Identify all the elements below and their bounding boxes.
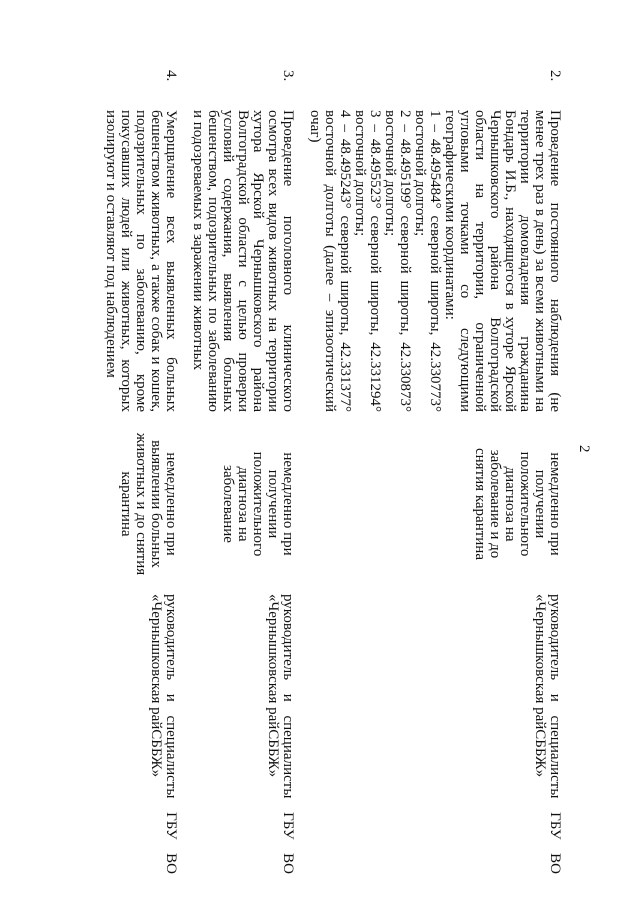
measure-cell — [295, 110, 562, 412]
measure-text: Проведение постоянного наблюдения (не менее трех раз в день) за всеми животными на территории домовладения гражданина Бондарь И.Б., находящегося в хуторе Ярской Чернышковского района Волгоградской области на территории, ограниченной угловыми точками со следующими географическими координатами: — [442, 110, 563, 412]
coordinate-4: 4 – 48.495243° северной широты, 42.331377° восточной долготы (далее – эпизоотический очаг) — [307, 110, 353, 412]
table-row — [103, 70, 178, 874]
page-number: 2 — [576, 445, 592, 453]
table-row — [178, 70, 295, 874]
term-cell: немедленно при получении положительного диагноза на заболевание — [220, 451, 296, 557]
row-number: 4. — [163, 70, 179, 82]
measure-text: Умерщвление всех выявленных больных бешенством животных, а также собак и кошек, подозрительных по заболеванию, кроме покусавших людей или животных, которых изолируют и оставляют под наблюдением — [103, 110, 179, 412]
row-number: 3. — [280, 70, 296, 82]
row-number: 2. — [547, 70, 563, 82]
measure-cell — [103, 110, 178, 412]
measure-text: Проведение поголовного клинического осмотра всех видов животных на территории хутора Ярской Чернышковского района Волгоградской области с целью проверки условий содержания, выявления больных бешенством, подозрительных по заболеванию и подозреваемых в заражении животных — [190, 110, 296, 412]
measure-cell — [178, 110, 295, 412]
responsible-cell: руководитель и специалисты ГБУ ВО «Чернышковская райСББЖ» — [532, 594, 563, 874]
term-cell: немедленно при получении положительного диагноза на заболевание и до снятия карантина — [472, 448, 563, 560]
table-row — [295, 70, 562, 874]
measures-table — [103, 70, 562, 874]
coordinate-2: 2 – 48.495199° северной широты, 42.330873° восточной долготы; — [382, 110, 413, 412]
responsible-cell: руководитель и специалисты ГБУ ВО «Чернышковская райСББЖ» — [265, 594, 296, 874]
term-cell: немедленно при выявлении больных животных и до снятия карантина — [118, 432, 179, 576]
coordinate-1: 1 – 48.495484° северной широты, 42.330773° восточной долготы; — [412, 110, 443, 412]
coordinate-3: 3 – 48.495523° северной широты, 42.331294° восточной долготы; — [352, 110, 383, 412]
responsible-cell: руководитель и специалисты ГБУ ВО «Чернышковская райСББЖ» — [148, 594, 179, 874]
